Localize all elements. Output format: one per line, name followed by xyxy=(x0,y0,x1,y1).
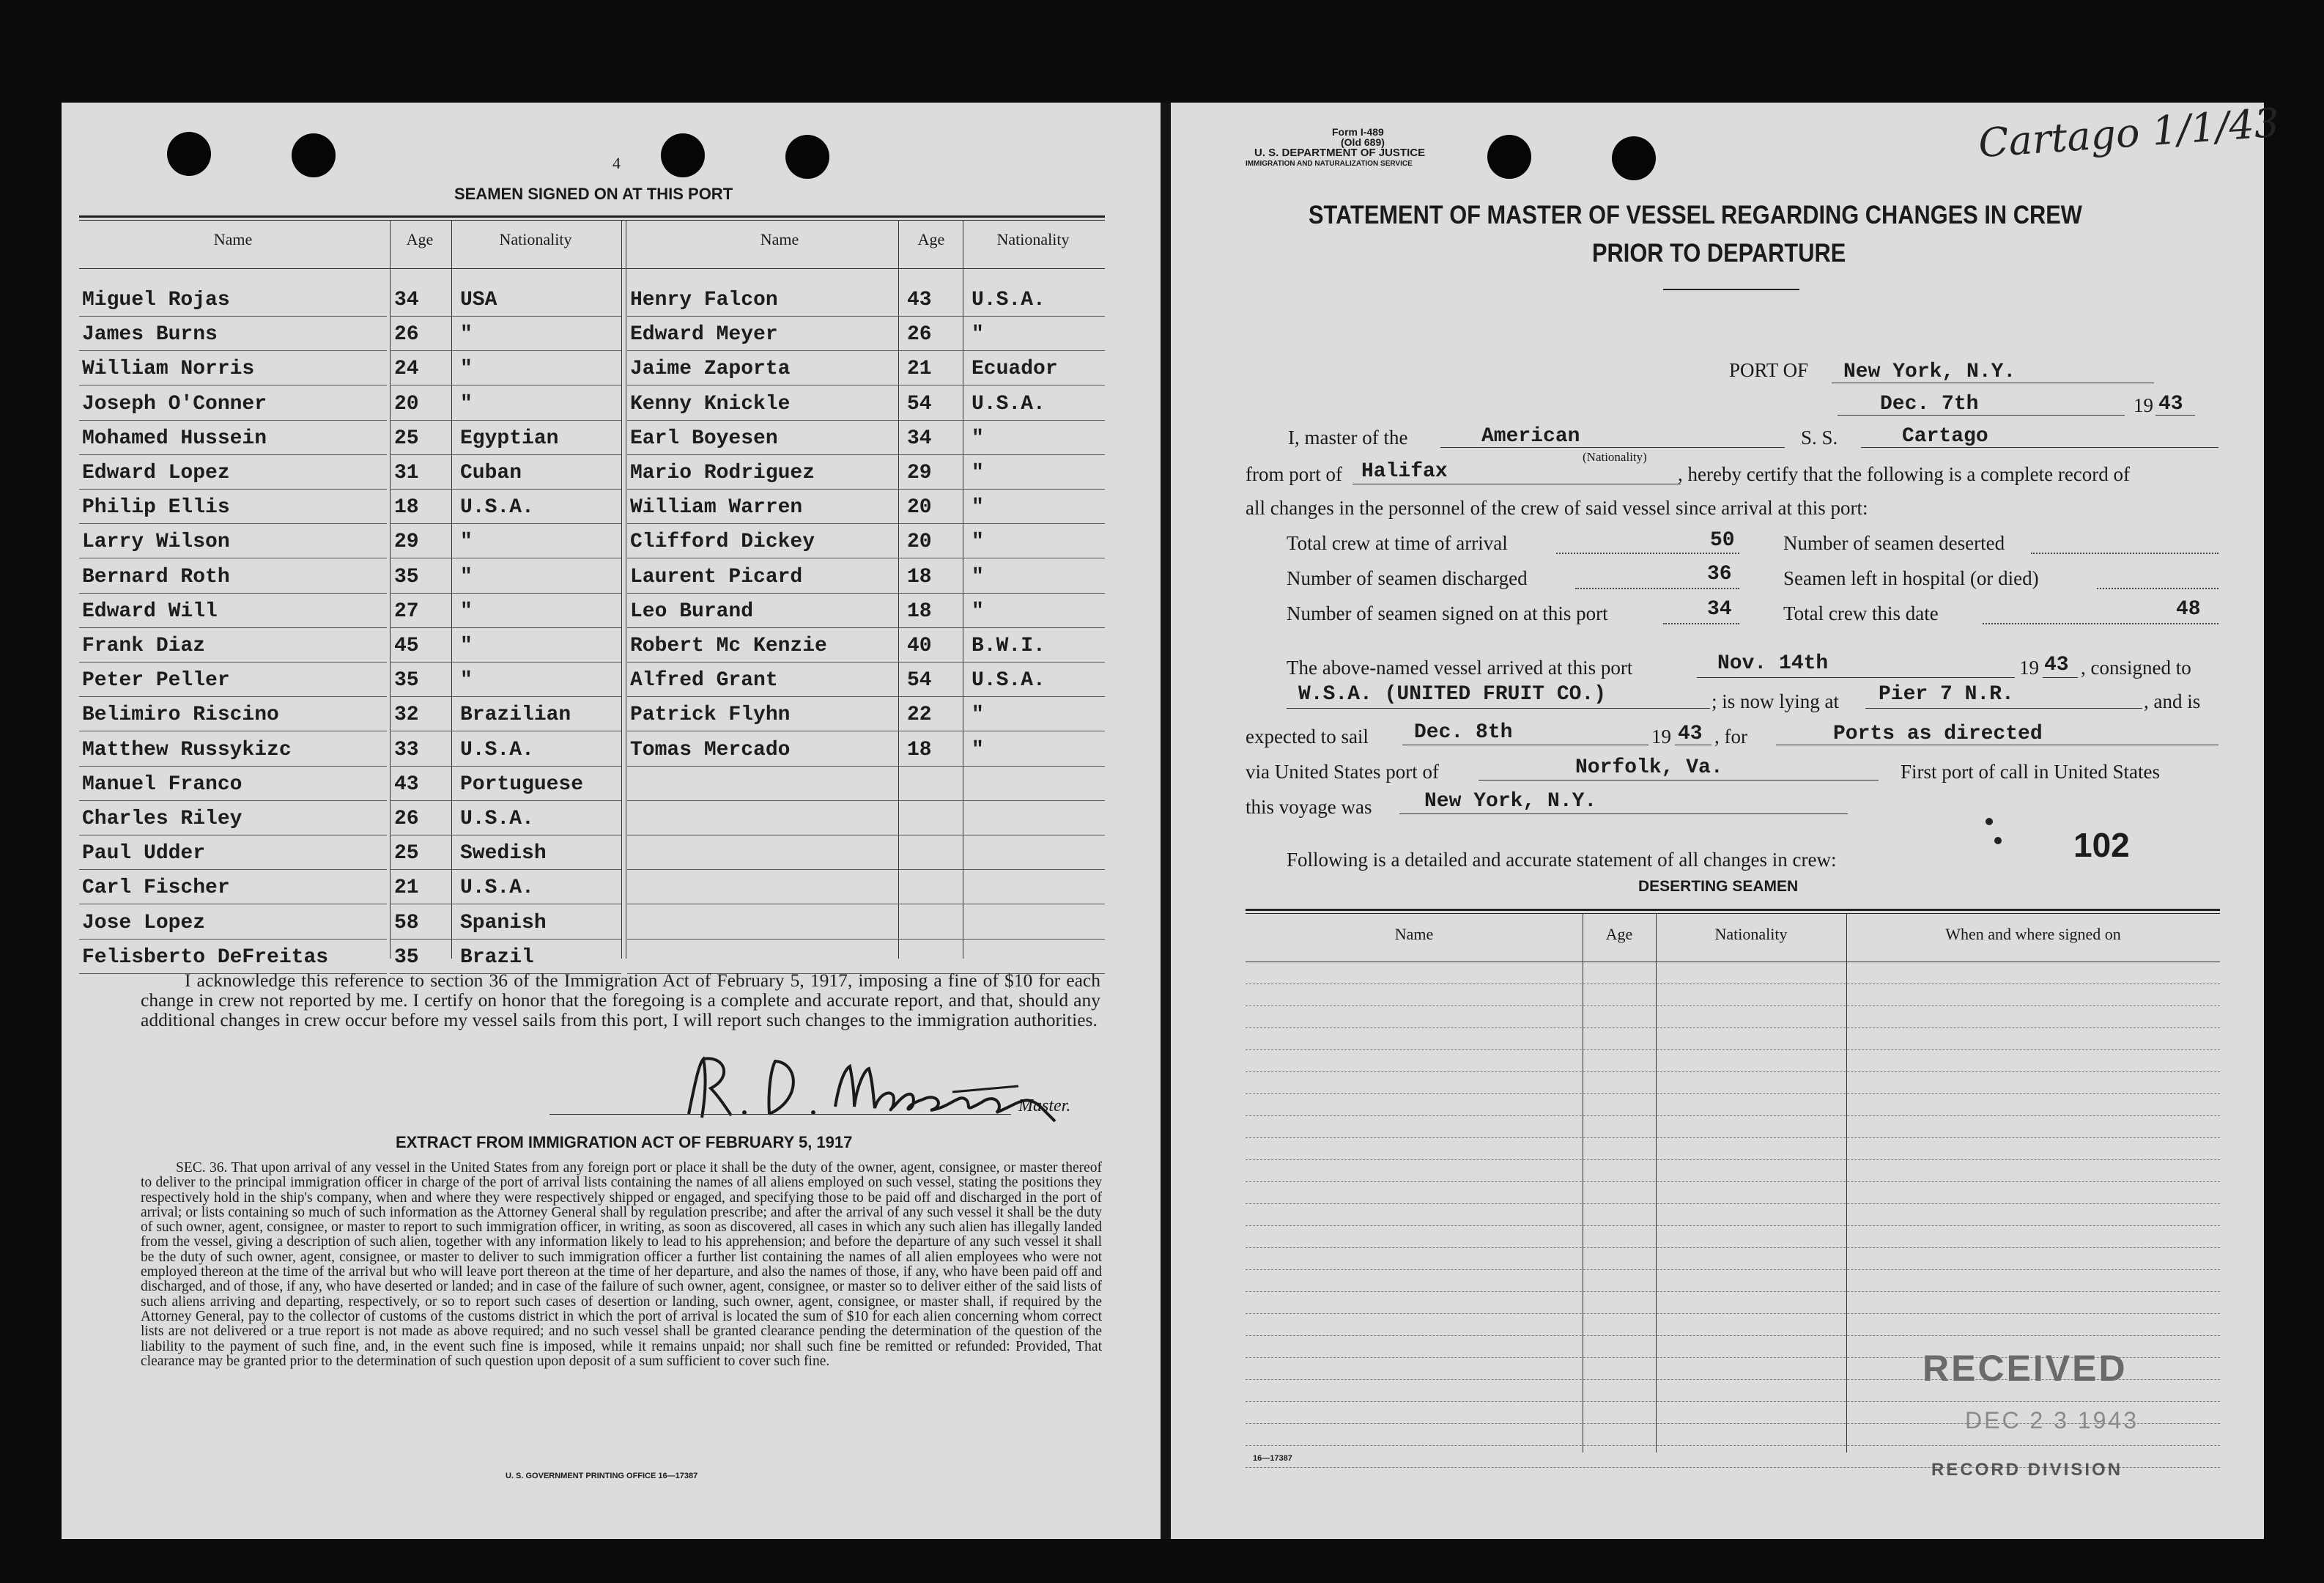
desert-header-when-where: When and where signed on xyxy=(1945,925,2121,943)
crew-name: Miguel Rojas xyxy=(82,289,230,311)
crew-name: Mario Rodriguez xyxy=(630,462,815,484)
crew-name: Jaime Zaporta xyxy=(630,358,791,381)
desert-header-name: Name xyxy=(1394,925,1434,943)
total-crew-arrival-value: 50 xyxy=(1710,529,1735,552)
stamp-number: 102 xyxy=(2073,826,2130,864)
crew-age: 35 xyxy=(394,565,419,588)
nationality-caption: (Nationality) xyxy=(1583,450,1647,464)
page-gutter xyxy=(1161,103,1171,1539)
crew-nationality: " xyxy=(460,392,473,416)
crew-age: 20 xyxy=(907,531,932,554)
table-row xyxy=(79,629,1105,663)
crew-age: 34 xyxy=(907,427,932,450)
desert-header-age: Age xyxy=(1605,925,1633,943)
port-label: PORT OF xyxy=(1729,359,1809,381)
date-value: Dec. 7th xyxy=(1880,393,1979,416)
deserting-title: DESERTING SEAMEN xyxy=(1638,878,1799,895)
crew-nationality: " xyxy=(460,565,473,588)
received-date: DEC 2 3 1943 xyxy=(1965,1407,2139,1433)
crew-age: 27 xyxy=(394,599,419,623)
for-label: , for xyxy=(1714,726,1747,748)
port-value: New York, N.Y. xyxy=(1843,361,2016,383)
all-changes-text: all changes in the personnel of the crew of said vessel since arrival at this port: xyxy=(1246,497,1868,519)
crew-nationality: U.S.A. xyxy=(460,738,534,761)
this-voyage-label: this voyage was xyxy=(1246,796,1372,818)
crew-nationality: U.S.A. xyxy=(460,496,534,520)
handwritten-note: Cartago 1/1/43 xyxy=(1977,99,2281,167)
crew-nationality: " xyxy=(972,531,984,554)
crew-nationality: Cuban xyxy=(460,462,522,484)
discharged-label: Number of seamen discharged xyxy=(1287,567,1528,589)
table-row xyxy=(79,352,1105,385)
crew-name: Belimiro Riscino xyxy=(82,704,279,727)
total-crew-date-value: 48 xyxy=(2176,598,2201,621)
punch-hole xyxy=(167,132,211,176)
crew-age: 34 xyxy=(394,289,419,311)
crew-age: 45 xyxy=(394,635,419,657)
crew-name: James Burns xyxy=(82,323,218,347)
crew-name: Bernard Roth xyxy=(82,565,230,588)
header-name: Name xyxy=(213,230,253,248)
table-row xyxy=(79,525,1105,558)
table-row xyxy=(79,698,1105,731)
punch-hole xyxy=(1612,136,1656,180)
desert-row-line xyxy=(1246,1005,2220,1006)
consignee-value: W.S.A. (UNITED FRUIT CO.) xyxy=(1298,683,1607,706)
crew-nationality: B.W.I. xyxy=(972,635,1046,657)
crew-age: 29 xyxy=(394,531,419,554)
crew-name: Frank Diaz xyxy=(82,635,206,657)
hospital-label: Seamen left in hospital (or died) xyxy=(1783,567,2039,589)
table-row xyxy=(79,594,1105,628)
crew-nationality: " xyxy=(460,599,473,623)
crew-name: Felisberto DeFreitas xyxy=(82,945,329,969)
form-title-line2: PRIOR TO DEPARTURE xyxy=(1592,239,1846,267)
table-row xyxy=(79,767,1105,801)
crew-age: 21 xyxy=(907,358,932,381)
desert-row-line xyxy=(1246,1159,2220,1160)
crew-age: 26 xyxy=(394,323,419,347)
table-row xyxy=(79,560,1105,594)
crew-name: Larry Wilson xyxy=(82,531,230,554)
table-row xyxy=(79,490,1105,524)
crew-age: 29 xyxy=(907,462,932,484)
via-value: Norfolk, Va. xyxy=(1575,756,1723,779)
crew-nationality: " xyxy=(460,635,473,657)
crew-nationality: U.S.A. xyxy=(972,392,1046,416)
crew-nationality: " xyxy=(972,496,984,520)
table-row xyxy=(79,906,1105,940)
crew-name: Leo Burand xyxy=(630,599,754,623)
crew-age: 22 xyxy=(907,704,932,727)
crew-nationality: " xyxy=(972,565,984,588)
nationality-value: American xyxy=(1481,425,1580,448)
table-row xyxy=(79,802,1105,835)
signed-on-value: 34 xyxy=(1707,598,1732,621)
crew-nationality: " xyxy=(972,704,984,727)
crew-nationality: U.S.A. xyxy=(460,808,534,830)
ss-label: S. S. xyxy=(1801,427,1838,449)
master-label: Master. xyxy=(1018,1096,1071,1115)
crew-nationality: U.S.A. xyxy=(460,877,534,900)
lying-value: Pier 7 N.R. xyxy=(1879,683,2014,706)
desert-row-line xyxy=(1246,1049,2220,1050)
table-row xyxy=(79,387,1105,421)
extract-title: EXTRACT FROM IMMIGRATION ACT OF FEBRUARY 5, 1917 xyxy=(396,1133,853,1151)
expected-label: expected to sail xyxy=(1246,726,1369,748)
ship-name: Cartago xyxy=(1902,425,1988,448)
crew-nationality: Brazilian xyxy=(460,704,571,727)
left-footer: U. S. GOVERNMENT PRINTING OFFICE 16—17387 xyxy=(506,1472,698,1480)
crew-name: Mohamed Hussein xyxy=(82,427,267,450)
table-row xyxy=(79,836,1105,870)
header-nationality: Nationality xyxy=(499,230,572,248)
arrived-year: 43 xyxy=(2044,654,2069,676)
desert-row-line xyxy=(1246,1181,2220,1182)
crew-age: 21 xyxy=(394,877,419,900)
discharged-value: 36 xyxy=(1707,563,1732,586)
desert-row-line xyxy=(1246,1313,2220,1314)
crew-name: William Warren xyxy=(630,496,803,520)
crew-nationality: U.S.A. xyxy=(972,289,1046,311)
crew-name: Edward Will xyxy=(82,599,218,623)
crew-name: Philip Ellis xyxy=(82,496,230,520)
year-prefix: 19 xyxy=(2134,394,2153,416)
right-footer: 16—17387 xyxy=(1253,1454,1292,1463)
crew-nationality: Ecuador xyxy=(972,358,1058,381)
crew-name: Patrick Flyhn xyxy=(630,704,791,727)
desert-row-line xyxy=(1246,1203,2220,1204)
page-number: 4 xyxy=(613,154,621,172)
form-title-line1: STATEMENT OF MASTER OF VESSEL REGARDING CHANGES IN CREW xyxy=(1309,201,2082,229)
desert-row-line xyxy=(1246,1225,2220,1226)
header-name: Name xyxy=(760,230,799,248)
crew-age: 18 xyxy=(907,599,932,623)
record-division: RECORD DIVISION xyxy=(1931,1460,2123,1480)
crew-name: William Norris xyxy=(82,358,255,381)
table-row xyxy=(79,283,1105,317)
master-signature xyxy=(674,1048,1084,1129)
signed-on-label: Number of seamen signed on at this port xyxy=(1287,602,1608,624)
lying-label: ; is now lying at xyxy=(1711,690,1839,712)
crew-name: Earl Boyesen xyxy=(630,427,778,450)
crew-name: Matthew Russykizc xyxy=(82,738,292,761)
crew-age: 31 xyxy=(394,462,419,484)
section-title: SEAMEN SIGNED ON AT THIS PORT xyxy=(454,185,733,203)
arrived-year-prefix: 19 xyxy=(2019,657,2039,679)
crew-nationality: " xyxy=(972,738,984,761)
desert-row-line xyxy=(1246,1027,2220,1028)
crew-age: 58 xyxy=(394,911,419,934)
form-old-number: (Old 689) xyxy=(1341,136,1385,148)
from-port-label: from port of xyxy=(1246,463,1342,485)
master-of-label: I, master of the xyxy=(1288,427,1408,449)
desert-row-line xyxy=(1246,1269,2220,1270)
crew-name: Paul Udder xyxy=(82,842,206,866)
expected-value: Dec. 8th xyxy=(1414,721,1513,744)
crew-age: 24 xyxy=(394,358,419,381)
crew-age: 26 xyxy=(907,323,932,347)
desert-header-nationality: Nationality xyxy=(1714,925,1788,943)
crew-nationality: " xyxy=(460,358,473,381)
table-row xyxy=(79,421,1105,455)
crew-name: Tomas Mercado xyxy=(630,738,791,761)
punch-hole xyxy=(292,133,336,177)
crew-nationality: " xyxy=(972,427,984,450)
acknowledgement-text: I acknowledge this reference to section 36 of the Immigration Act of February 5, 1917, imposing a fine of $10 for each change in crew not reported by me. I certify on honor that the foregoing is a complete and accurate report, and that, should any additional changes in crew occur before my vessel sails from this port, I will report such changes to the immigration authorities. xyxy=(141,970,1100,1030)
desert-row-line xyxy=(1246,1335,2220,1336)
crew-nationality: U.S.A. xyxy=(972,669,1046,693)
crew-nationality: Swedish xyxy=(460,842,547,866)
header-age: Age xyxy=(406,230,434,248)
first-port-label: First port of call in United States xyxy=(1901,761,2160,783)
deserted-label: Number of seamen deserted xyxy=(1783,532,2005,554)
crew-age: 33 xyxy=(394,738,419,761)
table-row xyxy=(79,456,1105,490)
received-stamp: RECEIVED xyxy=(1923,1348,2128,1389)
crew-age: 18 xyxy=(907,738,932,761)
crew-name: Edward Lopez xyxy=(82,462,230,484)
service-name: IMMIGRATION AND NATURALIZATION SERVICE xyxy=(1246,160,1413,168)
crew-name: Charles Riley xyxy=(82,808,243,830)
crew-name: Robert Mc Kenzie xyxy=(630,635,827,657)
year-value: 43 xyxy=(2158,393,2183,416)
desert-row-line xyxy=(1246,1247,2220,1248)
crew-nationality: Egyptian xyxy=(460,427,559,450)
desert-row-line xyxy=(1246,1071,2220,1072)
crew-age: 20 xyxy=(907,496,932,520)
crew-nationality: Brazil xyxy=(460,945,534,969)
arrived-label: The above-named vessel arrived at this port xyxy=(1287,657,1633,679)
desert-row-line xyxy=(1246,1401,2220,1402)
total-crew-date-label: Total crew this date xyxy=(1783,602,1939,624)
header-nationality: Nationality xyxy=(996,230,1070,248)
crew-name: Clifford Dickey xyxy=(630,531,815,554)
crew-age: 32 xyxy=(394,704,419,727)
and-is-label: , and is xyxy=(2144,690,2201,712)
crew-name: Kenny Knickle xyxy=(630,392,791,416)
crew-nationality: " xyxy=(972,599,984,623)
crew-nationality: " xyxy=(460,531,473,554)
crew-nationality: " xyxy=(972,462,984,484)
expected-year-prefix: 19 xyxy=(1651,726,1671,748)
table-row xyxy=(79,940,1105,974)
crew-age: 20 xyxy=(394,392,419,416)
crew-age: 18 xyxy=(394,496,419,520)
crew-age: 54 xyxy=(907,669,932,693)
crew-age: 18 xyxy=(907,565,932,588)
for-value: Ports as directed xyxy=(1833,723,2043,745)
table-row xyxy=(79,871,1105,904)
desert-row-line xyxy=(1246,1115,2220,1116)
desert-row-line xyxy=(1246,1291,2220,1292)
crew-name: Henry Falcon xyxy=(630,289,778,311)
crew-age: 25 xyxy=(394,427,419,450)
extract-text: SEC. 36. That upon arrival of any vessel in the United States from any foreign port or place it shall be the duty of the owner, agent, consignee, or master thereof to deliver to the principal immigration officer in charge of the port of arrival lists containing the names of all aliens employed on such vessel, stating the positions they respectively hold in the ship's company, when and where they were respectively shipped or engaged, and specifying those to be paid off and discharged in the port of arrival; or lists containing so much of such information as the Attorney General shall by regulation prescribe; and after the arrival of any such vessel it shall be the duty of such owner, agent, consignee, or master to report to such immigration officer, in writing, as soon as discovered, all cases in which any such alien has illegally landed from the vessel, giving a description of such alien, together with any information likely to lead to his apprehension; and before the departure of any such vessel it shall be the duty of such owner, agent, consignee, or master to deliver to such immigration officer a further list containing the names of all alien employees who were not employed thereon at the time of the arrival but who will leave port thereon at the time of her departure, and also the names of those, if any, who have been paid off and discharged, and of those, if any, who have deserted or landed; and in case of the failure of such owner, agent, consignee, or master so to deliver either of the said lists of such aliens arriving and departing, respectively, or so to report such cases of desertion or landing, such owner, agent, consignee, or master shall, if required by the Attorney General, pay to the collector of customs of the customs district in which the port of arrival is located the sum of $10 for each alien concerning whom correct lists are not delivered or a true report is not made as above required; and no such vessel shall be granted clearance pending the determination of the question of the liability to the payment of such fine, and, in the event such fine is imposed, while it remains unpaid; nor shall such fine be remitted or refunded: Provided, That clearance may be granted prior to the determination of such question upon deposit of a sum sufficient to cover such fine. xyxy=(141,1160,1102,1369)
crew-age: 35 xyxy=(394,669,419,693)
desert-row-line xyxy=(1246,1137,2220,1138)
from-port-value: Halifax xyxy=(1361,460,1448,483)
arrived-value: Nov. 14th xyxy=(1717,652,1829,675)
this-voyage-value: New York, N.Y. xyxy=(1424,790,1597,813)
crew-nationality: Portuguese xyxy=(460,772,584,796)
crew-name: Peter Peller xyxy=(82,669,230,693)
crew-nationality: " xyxy=(460,669,473,693)
form-number: Form I-489 xyxy=(1332,126,1384,138)
crew-nationality: " xyxy=(460,323,473,347)
consigned-label: , consigned to xyxy=(2081,657,2191,679)
punch-hole xyxy=(785,135,829,179)
crew-name: Carl Fischer xyxy=(82,877,230,900)
total-crew-arrival-label: Total crew at time of arrival xyxy=(1287,532,1508,554)
desert-row-line xyxy=(1246,1445,2220,1446)
header-age: Age xyxy=(917,230,945,248)
table-row xyxy=(79,733,1105,767)
department-name: U. S. DEPARTMENT OF JUSTICE xyxy=(1254,147,1426,159)
certify-text: , hereby certify that the following is a complete record of xyxy=(1678,463,2131,485)
following-text: Following is a detailed and accurate statement of all changes in crew: xyxy=(1287,849,1837,871)
via-label: via United States port of xyxy=(1246,761,1439,783)
crew-age: 26 xyxy=(394,808,419,830)
crew-name: Manuel Franco xyxy=(82,772,243,796)
expected-year: 43 xyxy=(1678,723,1703,745)
crew-age: 35 xyxy=(394,945,419,969)
crew-nationality: USA xyxy=(460,289,497,311)
crew-age: 43 xyxy=(907,289,932,311)
desert-row-line xyxy=(1246,1093,2220,1094)
crew-age: 54 xyxy=(907,392,932,416)
crew-name: Laurent Picard xyxy=(630,565,803,588)
crew-nationality: " xyxy=(972,323,984,347)
punch-hole xyxy=(661,133,705,177)
crew-age: 43 xyxy=(394,772,419,796)
table-row xyxy=(79,317,1105,351)
crew-name: Edward Meyer xyxy=(630,323,778,347)
crew-nationality: Spanish xyxy=(460,911,547,934)
crew-name: Jose Lopez xyxy=(82,911,206,934)
table-row xyxy=(79,663,1105,697)
crew-age: 25 xyxy=(394,842,419,866)
crew-name: Joseph O'Conner xyxy=(82,392,267,416)
crew-age: 40 xyxy=(907,635,932,657)
punch-hole xyxy=(1487,135,1531,179)
crew-name: Alfred Grant xyxy=(630,669,778,693)
